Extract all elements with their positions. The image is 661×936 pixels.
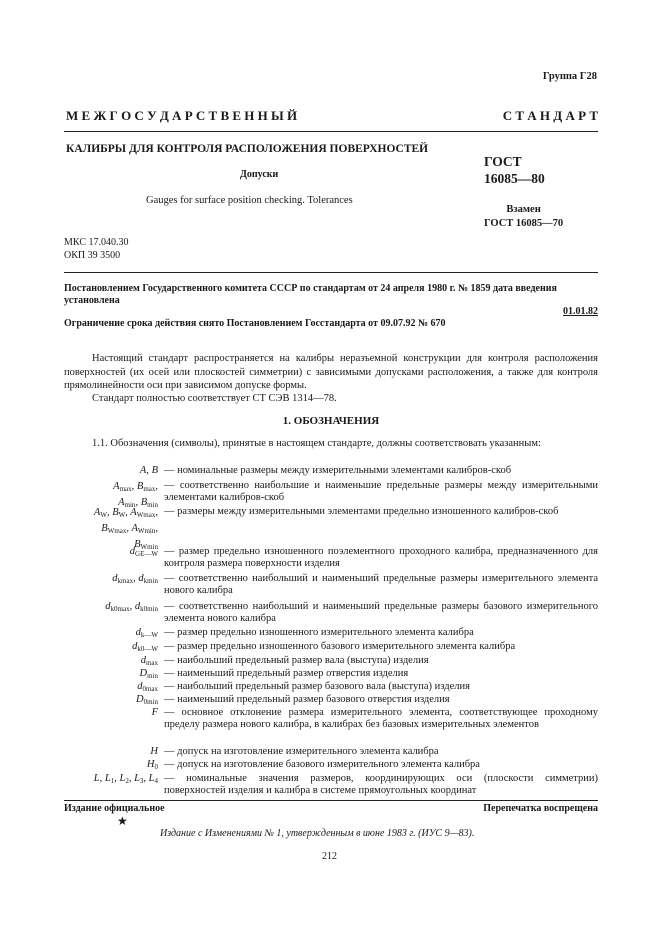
mks-code: МКС 17.040.30 bbox=[64, 237, 129, 248]
reprint-prohibited: Перепечатка воспрещена bbox=[483, 803, 598, 814]
symbol-description: — номинальные размеры между измерительными элементами калибров-скоб bbox=[164, 465, 512, 476]
symbol-description: — допуск на изготовление измерительного элемента калибра bbox=[164, 746, 439, 757]
symbol-notation: H bbox=[150, 746, 158, 757]
english-title: Gauges for surface position checking. Tolerances bbox=[146, 195, 353, 206]
symbol-description: — наименьший предельный размер отверстия изделия bbox=[164, 668, 409, 679]
edition-note: Издание с Изменениями № 1, утвержденным в июне 1983 г. (ИУС 9—83). bbox=[160, 828, 475, 839]
header-rule bbox=[64, 272, 598, 273]
effective-date: 01.01.82 bbox=[563, 306, 598, 317]
document-subtitle: Допуски bbox=[240, 169, 279, 180]
symbol-description: — размеры между измерительными элементами предельно изношенного калибров-скоб bbox=[164, 506, 559, 517]
conformity-paragraph: Стандарт полностью соответствует СТ СЭВ 1314—78. bbox=[92, 393, 337, 404]
gost-code: 16085—80 bbox=[484, 171, 545, 186]
symbol-description: — наименьший предельный размер базового отверстия изделия bbox=[164, 694, 450, 705]
symbol-description: — соответственно наибольший и наименьший предельные размеры измерительного элемента нового калибра bbox=[164, 573, 598, 596]
decree-text: Постановлением Государственного комитета СССР по стандартам от 24 апреля 1980 г. № 1859 дата введения установлена bbox=[64, 283, 557, 306]
document-title: КАЛИБРЫ ДЛЯ КОНТРОЛЯ РАСПОЛОЖЕНИЯ ПОВЕРХНОСТЕЙ bbox=[66, 143, 429, 155]
symbol-notation: A, B bbox=[139, 465, 158, 476]
gost-label: ГОСТ bbox=[484, 154, 522, 169]
symbol-notation: $D_{0min}$ bbox=[136, 694, 158, 706]
okp-code: ОКП 39 3500 bbox=[64, 250, 121, 261]
symbol-notation: L, $L_1$, $L_2$, $L_3$, $L_4$ bbox=[93, 773, 158, 785]
symbol-description: — номинальные значения размеров, координирующих оси (плоскости симметрии) поверхностей изделия и калибра в системе прямоугольных координат bbox=[164, 773, 598, 796]
star-icon: ★ bbox=[117, 814, 128, 828]
top-rule bbox=[64, 131, 598, 132]
replaces-standard bbox=[484, 203, 563, 231]
limit-removed-text: Ограничение срока действия снято Постановлением Госстандарта от 09.07.92 № 670 bbox=[64, 318, 446, 329]
symbol-description: — соответственно наибольшие и наименьшие предельные размеры между измерительными элементами калибров-скоб bbox=[164, 480, 598, 503]
symbol-notation: $d_{k—W}$ bbox=[135, 627, 158, 639]
symbol-notation: $d_{kmax}$, $d_{kmin}$ bbox=[112, 573, 158, 585]
symbol-notation: $d_{k0—W}$ bbox=[132, 641, 158, 653]
symbol-notation: $A_{max}$, $B_{max}$, $A_{min}$, $B_{min}$ bbox=[113, 481, 158, 509]
replaces-label: Взамен bbox=[506, 204, 541, 215]
replaces-code: ГОСТ 16085—70 bbox=[484, 218, 564, 229]
symbol-notation: $d_{0max}$ bbox=[137, 681, 158, 693]
section-title: 1. ОБОЗНАЧЕНИЯ bbox=[282, 415, 380, 427]
page-number: 212 bbox=[322, 851, 337, 862]
gost-number bbox=[484, 153, 545, 187]
symbol-notation: $d_{k0max}$, $d_{k0min}$ bbox=[105, 601, 158, 613]
symbol-description: — размер предельно изношенного измерительного элемента калибра bbox=[164, 627, 474, 638]
group-code: Группа Г28 bbox=[542, 71, 597, 82]
official-edition: Издание официальное bbox=[64, 803, 165, 814]
banner-right: С Т А Н Д А Р Т bbox=[502, 108, 598, 123]
classification-codes bbox=[64, 236, 128, 262]
banner-left: М Е Ж Г О С У Д А Р С Т В Е Н Н Ы Й bbox=[66, 108, 298, 123]
clause-1-1: 1.1. Обозначения (символы), принятые в настоящем стандарте, должны соответствовать указанным: bbox=[92, 438, 541, 449]
symbol-notation: F bbox=[151, 707, 158, 718]
symbol-description: — допуск на изготовление базового измерительного элемента калибра bbox=[164, 759, 480, 770]
symbol-description: — соответственно наибольший и наименьший предельные размеры базового измерительного элемента нового калибра bbox=[164, 601, 598, 624]
symbol-description: — размер предельно изношенного базового измерительного элемента калибра bbox=[164, 641, 516, 652]
symbol-description: — основное отклонение размера измерительного элемента, соответствующее проходному пределу размера нового калибра, в калибрах без базовых измерительных элементов bbox=[164, 707, 598, 730]
symbol-notation: $H_0$ bbox=[146, 759, 158, 771]
intro-paragraph: Настоящий стандарт распространяется на калибры неразъемной конструкции для контроля расположения поверхностей (их осей или плоскостей симметрии) с зависимыми допусками расположения, а также для контроля прямолинейности оси при зависимом допуске формы. bbox=[64, 353, 598, 391]
footer-rule bbox=[64, 800, 598, 801]
symbol-description: — размер предельно изношенного поэлементного проходного калибра, предназначенного для контроля размера поверхности изделия bbox=[164, 546, 598, 569]
symbol-description: — наибольший предельный размер вала (выступа) изделия bbox=[164, 655, 429, 666]
interstate-standard-banner bbox=[66, 108, 598, 124]
symbol-notation: $D_{min}$ bbox=[139, 668, 158, 680]
symbol-notation: $A_W$, $B_W$, $A_{Wmax}$, $B_{Wmax}$, $A_{Wmin}$, $B_{Wmin}$ bbox=[93, 507, 158, 551]
symbol-description: — наибольший предельный размер базового вала (выступа) изделия bbox=[164, 681, 470, 692]
symbol-notation: $d_{max}$ bbox=[140, 655, 158, 667]
symbol-notation: $d_{GE—W}$ bbox=[129, 546, 158, 558]
